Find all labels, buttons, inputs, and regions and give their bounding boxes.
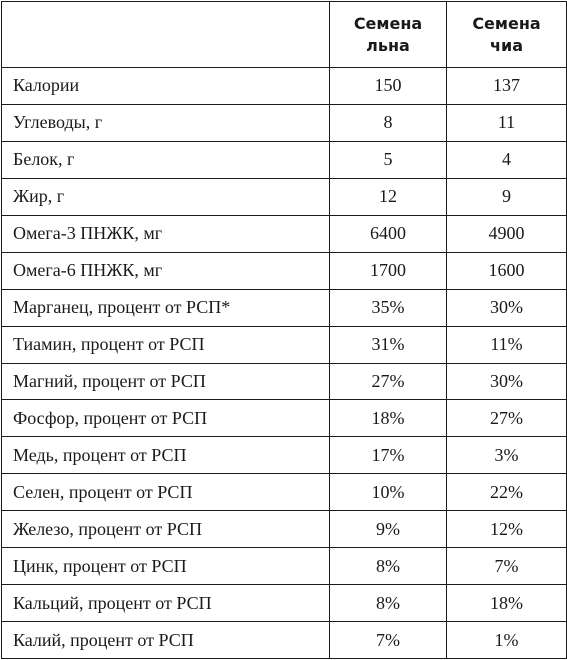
nutrient-name-cell: Железо, процент от РСП: [2, 511, 330, 548]
chia-value-cell: 4900: [447, 215, 567, 252]
table-row: [2, 68, 567, 105]
flax-value-cell: 5: [330, 141, 447, 178]
flax-value-cell: 6400: [330, 215, 447, 252]
table-row: [2, 437, 567, 474]
header-cell-nutrient: [2, 2, 330, 68]
flax-value-cell: 12: [330, 178, 447, 215]
nutrient-name-cell: Омега-3 ПНЖК, мг: [2, 215, 330, 252]
flax-value-cell: 10%: [330, 474, 447, 511]
table-header: [2, 2, 567, 68]
nutrient-name-cell: Цинк, процент от РСП: [2, 548, 330, 585]
chia-value-cell: 22%: [447, 474, 567, 511]
table-body: [2, 68, 567, 659]
table-row: [2, 252, 567, 289]
nutrient-name-cell: Тиамин, процент от РСП: [2, 326, 330, 363]
chia-value-cell: 30%: [447, 289, 567, 326]
chia-value-cell: 18%: [447, 585, 567, 622]
table-row: [2, 400, 567, 437]
flax-value-cell: 18%: [330, 400, 447, 437]
flax-value-cell: 27%: [330, 363, 447, 400]
nutrient-name-cell: Калории: [2, 68, 330, 105]
table-row: [2, 178, 567, 215]
table-row: [2, 548, 567, 585]
nutrient-name-cell: Магний, процент от РСП: [2, 363, 330, 400]
nutrient-name-cell: Белок, г: [2, 141, 330, 178]
chia-value-cell: 11: [447, 104, 567, 141]
table-row: [2, 326, 567, 363]
nutrient-name-cell: Марганец, процент от РСП*: [2, 289, 330, 326]
chia-value-cell: 1600: [447, 252, 567, 289]
flax-value-cell: 8: [330, 104, 447, 141]
chia-value-cell: 11%: [447, 326, 567, 363]
flax-value-cell: 9%: [330, 511, 447, 548]
nutrient-name-cell: Калий, процент от РСП: [2, 622, 330, 659]
chia-value-cell: 137: [447, 68, 567, 105]
chia-value-cell: 12%: [447, 511, 567, 548]
flax-value-cell: 8%: [330, 585, 447, 622]
chia-value-cell: 1%: [447, 622, 567, 659]
table-row: [2, 215, 567, 252]
nutrient-name-cell: Медь, процент от РСП: [2, 437, 330, 474]
nutrient-name-cell: Фосфор, процент от РСП: [2, 400, 330, 437]
flax-value-cell: 17%: [330, 437, 447, 474]
table-row: [2, 104, 567, 141]
flax-value-cell: 7%: [330, 622, 447, 659]
chia-value-cell: 7%: [447, 548, 567, 585]
flax-value-cell: 150: [330, 68, 447, 105]
nutrient-name-cell: Углеводы, г: [2, 104, 330, 141]
flax-value-cell: 8%: [330, 548, 447, 585]
nutrient-name-cell: Жир, г: [2, 178, 330, 215]
chia-value-cell: 30%: [447, 363, 567, 400]
flax-value-cell: 35%: [330, 289, 447, 326]
table-row: [2, 585, 567, 622]
nutrient-name-cell: Селен, процент от РСП: [2, 474, 330, 511]
header-cell-chia-seeds: Семена чиа: [447, 2, 567, 68]
chia-value-cell: 9: [447, 178, 567, 215]
nutrition-comparison-table-container: [1, 1, 566, 659]
header-cell-flax-seeds: Семена льна: [330, 2, 447, 68]
flax-value-cell: 1700: [330, 252, 447, 289]
nutrient-name-cell: Омега-6 ПНЖК, мг: [2, 252, 330, 289]
table-row: [2, 474, 567, 511]
table-row: [2, 141, 567, 178]
header-row: [2, 2, 567, 68]
table-row: [2, 289, 567, 326]
nutrition-comparison-table: [1, 1, 567, 659]
table-row: [2, 363, 567, 400]
chia-value-cell: 3%: [447, 437, 567, 474]
table-row: [2, 511, 567, 548]
nutrient-name-cell: Кальций, процент от РСП: [2, 585, 330, 622]
chia-value-cell: 4: [447, 141, 567, 178]
flax-value-cell: 31%: [330, 326, 447, 363]
chia-value-cell: 27%: [447, 400, 567, 437]
table-row: [2, 622, 567, 659]
